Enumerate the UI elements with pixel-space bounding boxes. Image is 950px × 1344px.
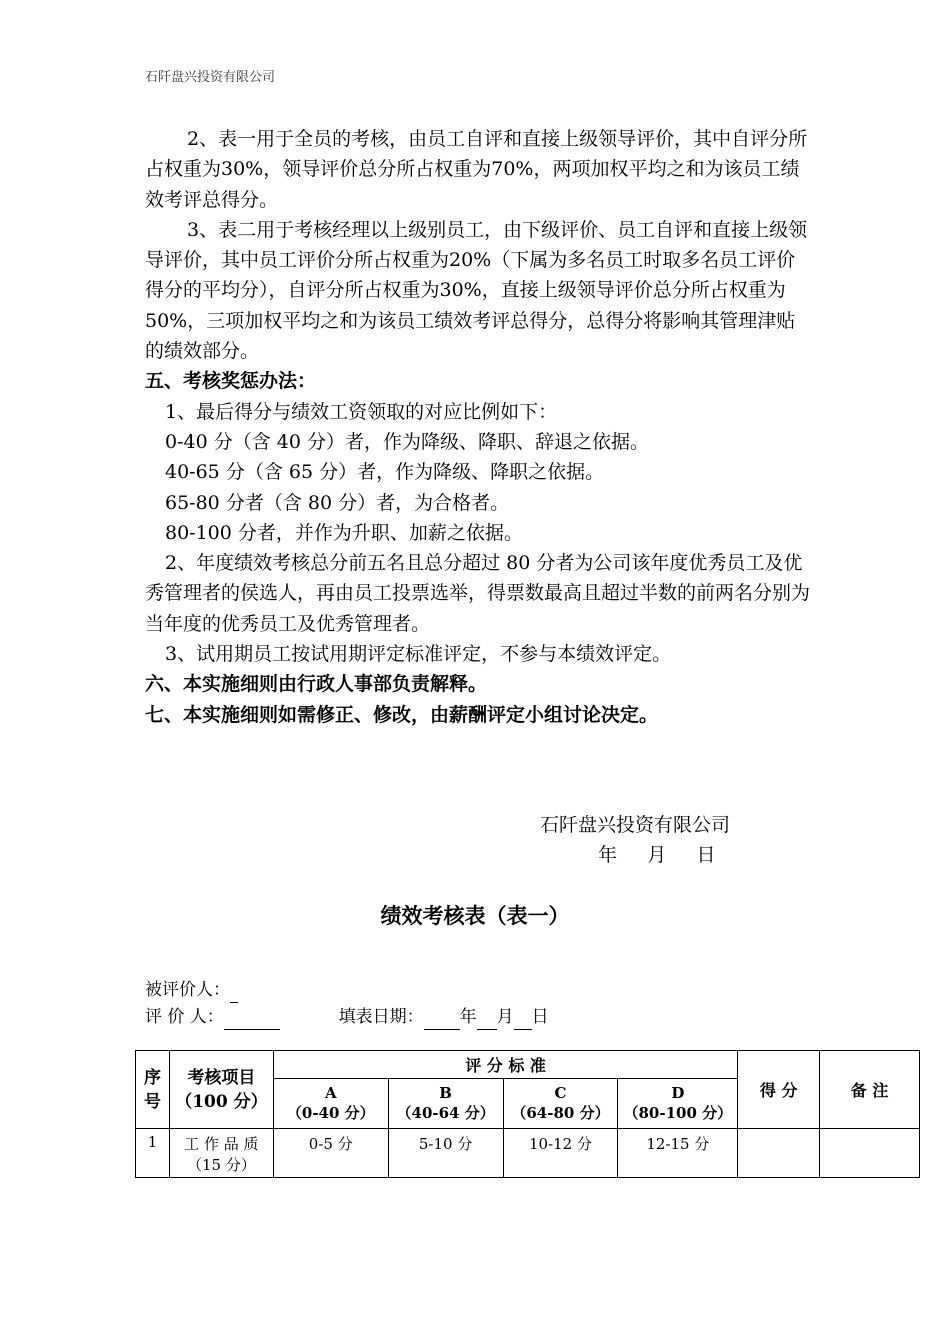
page-header: 石阡盘兴投资有限公司	[145, 70, 276, 85]
row-remark-cell[interactable]	[820, 1129, 920, 1178]
header-serial-no	[136, 1051, 170, 1129]
header-grade-a	[273, 1079, 388, 1129]
fill-month-field[interactable]	[477, 1003, 497, 1030]
row-item-points: （15 分）	[186, 1156, 256, 1174]
fill-year-field[interactable]	[424, 1003, 460, 1030]
fill-day-label: 日	[531, 1007, 549, 1027]
row-grade-d: 12-15 分	[618, 1129, 738, 1178]
grade-b-range: （40-64 分）	[396, 1104, 495, 1122]
evaluatee-label: 被评价人：	[145, 980, 230, 1000]
paragraph-table-two: 3、表二用于考核经理以上级别员工，由下级评价、员工自评和直接上级领导评价，其中员工评价分所占权重为20%（下属为多名员工时取多名员工评价得分的平均分），自评分所占权重为30%，直接上级领导评价总分所占权重为50%，三项加权平均之和为该员工绩效考评总得分，总得分将影响其管理津贴的绩效部分。	[145, 218, 808, 363]
assessment-table	[135, 1050, 920, 1178]
row-serial-no: 1	[136, 1129, 170, 1178]
grade-d-letter: D	[671, 1084, 685, 1102]
section5-item-3: 3、试用期员工按试用期评定标准评定，不参与本绩效评定。	[165, 643, 672, 666]
grade-a-letter: A	[324, 1084, 337, 1102]
grade-d-range: （80-100 分）	[623, 1104, 733, 1122]
section-heading-5: 五、考核奖惩办法：	[145, 370, 317, 393]
form-fields	[145, 976, 549, 1030]
row-grade-c: 10-12 分	[503, 1129, 618, 1178]
score-range-0-40: 0-40 分（含 40 分）者，作为降级、降职、辞退之依据。	[165, 430, 649, 453]
fill-year-label: 年	[459, 1007, 477, 1027]
body-text	[145, 124, 810, 730]
header-grade-b	[388, 1079, 503, 1129]
signature-date	[540, 840, 730, 870]
signature-month: 月	[647, 844, 667, 866]
section-heading-7: 七、本实施细则如需修正、修改，由薪酬评定小组讨论决定。	[145, 703, 659, 726]
header-item-total: （100 分）	[175, 1091, 268, 1112]
row-grade-b: 5-10 分	[388, 1129, 503, 1178]
table-title: 绩效考核表（表一）	[380, 903, 570, 928]
section-heading-6: 六、本实施细则由行政人事部负责解释。	[145, 673, 488, 696]
evaluator-row	[145, 1003, 549, 1030]
table-header-row-1	[136, 1051, 920, 1079]
fill-month-label: 月	[496, 1007, 514, 1027]
fill-day-field[interactable]	[514, 1003, 532, 1030]
section5-item-2: 2、年度绩效考核总分前五名且总分超过 80 分者为公司该年度优秀员工及优秀管理者的侯选人，再由员工投票选举，得票数最高且超过半数的前两名分别为当年度的优秀员工及优秀管理者。	[145, 552, 811, 635]
table-row	[136, 1129, 920, 1178]
grade-b-letter: B	[439, 1084, 452, 1102]
score-range-80-100: 80-100 分者，并作为升职、加薪之依据。	[165, 521, 523, 544]
fill-date-label: 填表日期：	[338, 1007, 424, 1027]
section5-item-1: 1、最后得分与绩效工资领取的对应比例如下：	[165, 400, 558, 423]
row-score-cell[interactable]	[738, 1129, 820, 1178]
header-grade-c	[503, 1079, 618, 1129]
row-item	[169, 1129, 273, 1178]
evaluatee-field[interactable]	[230, 976, 238, 1003]
evaluator-field[interactable]	[224, 1003, 280, 1030]
score-range-40-65: 40-65 分（含 65 分）者，作为降级、降职之依据。	[165, 461, 605, 484]
header-item	[169, 1051, 273, 1129]
evaluatee-row	[145, 976, 549, 1003]
score-range-65-80: 65-80 分者（含 80 分）者，为合格者。	[165, 491, 510, 514]
signature-company: 石阡盘兴投资有限公司	[540, 814, 731, 836]
grade-a-range: （0-40 分）	[286, 1104, 375, 1122]
header-score: 得 分	[738, 1051, 820, 1129]
paragraph-table-one: 2、表一用于全员的考核，由员工自评和直接上级领导评价，其中自评分所占权重为30%，领导评价总分所占权重为70%，两项加权平均之和为该员工绩效考评总得分。	[145, 128, 808, 211]
row-grade-a: 0-5 分	[273, 1129, 388, 1178]
header-grade-d	[618, 1079, 738, 1129]
evaluator-label: 评 价 人：	[145, 1007, 224, 1027]
signature-day: 日	[696, 844, 716, 866]
grade-c-letter: C	[554, 1084, 567, 1102]
header-criteria: 评 分 标 准	[273, 1051, 737, 1079]
signature-block	[540, 810, 730, 870]
header-serial-no-label: 序号	[143, 1067, 161, 1112]
signature-year: 年	[598, 844, 618, 866]
header-remark: 备 注	[820, 1051, 920, 1129]
header-item-label: 考核项目	[187, 1067, 256, 1088]
row-item-label: 工 作 品 质	[184, 1135, 259, 1153]
grade-c-range: （64-80 分）	[511, 1104, 610, 1122]
